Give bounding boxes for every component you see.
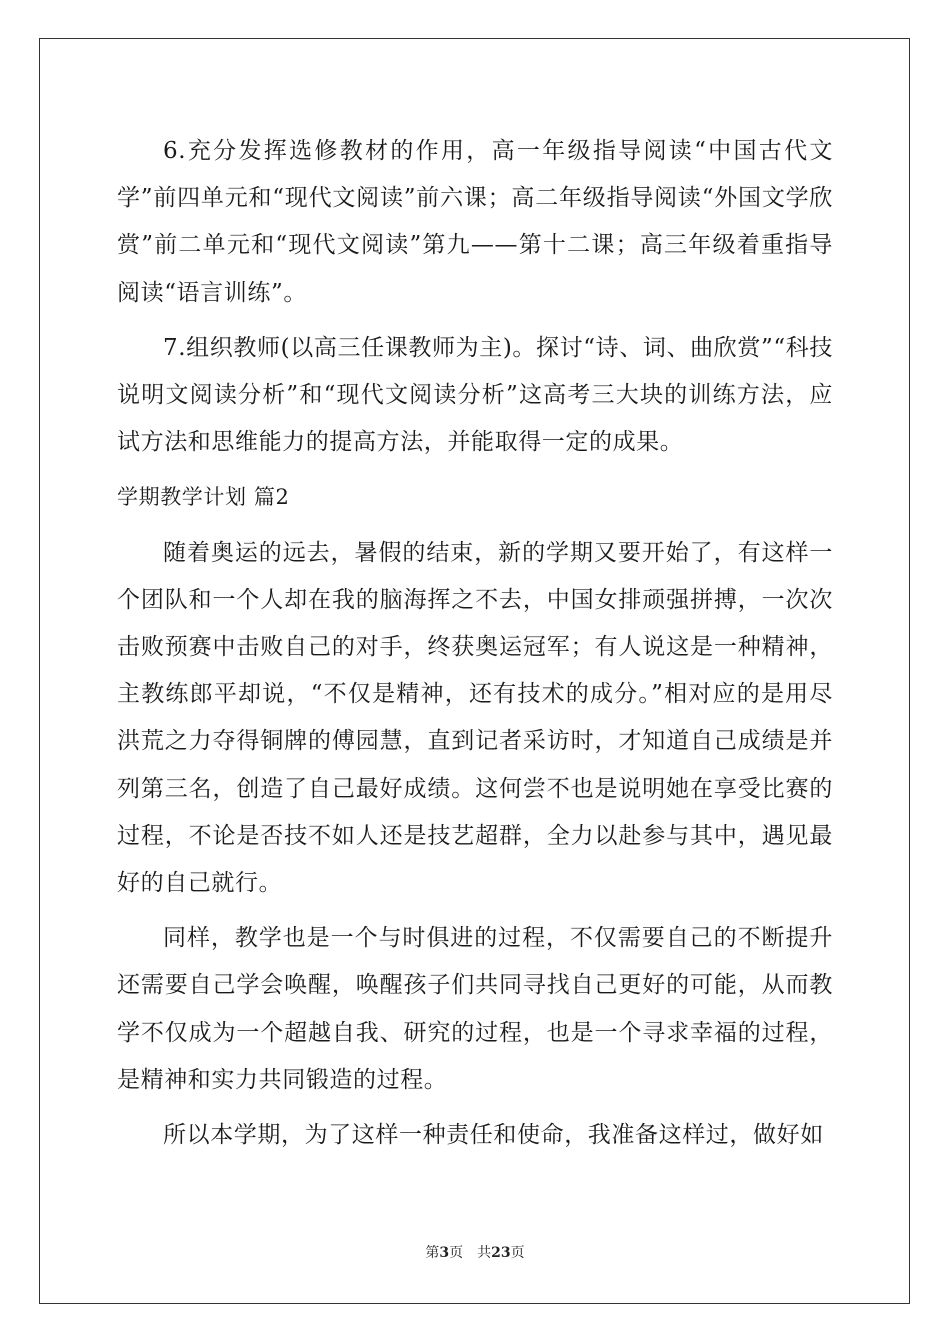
paragraph-item-7: 7.组织教师(以高三任课教师为主)。探讨“诗、词、曲欣赏”“科技说明文阅读分析”和“现代文阅读分析”这高考三大块的训练方法，应试方法和思维能力的提高方法，并能取得一定的成果。 [117, 334, 833, 456]
footer-prefix: 第 [425, 1245, 440, 1261]
page-footer [0, 1242, 950, 1262]
document-body [117, 128, 833, 1167]
section-heading: 学期教学计划 篇2 [117, 485, 290, 510]
footer-page-number: 3 [439, 1245, 450, 1261]
footer-total-pages: 23 [491, 1245, 511, 1261]
footer-mid: 页 共 [449, 1245, 492, 1261]
paragraph-semester: 所以本学期，为了这样一种责任和使命，我准备这样过，做好如 [163, 1122, 824, 1149]
footer-suffix: 页 [510, 1245, 525, 1261]
paragraph-intro: 随着奥运的远去，暑假的结束，新的学期又要开始了，有这样一个团队和一个人却在我的脑海挥之不去，中国女排顽强拼搏，一次次击败预赛中击败自己的对手，终获奥运冠军；有人说这是一种精神，主教练郎平却说，“不仅是精神，还有技术的成分。”相对应的是用尽洪荒之力夺得铜牌的傅园慧，直到记者采访时，才知道自己成绩是并列第三名，创造了自己最好成绩。这何尝不也是说明她在享受比赛的过程，不论是否技不如人还是技艺超群，全力以赴参与其中，遇见最好的自己就行。 [117, 539, 833, 897]
paragraph-teaching: 同样，教学也是一个与时俱进的过程，不仅需要自己的不断提升还需要自己学会唤醒，唤醒孩子们共同寻找自己更好的可能，从而教学不仅成为一个超越自我、研究的过程，也是一个寻求幸福的过程，是精神和实力共同锻造的过程。 [117, 925, 833, 1093]
paragraph-item-6: 6.充分发挥选修教材的作用，高一年级指导阅读“中国古代文学”前四单元和“现代文阅读”前六课；高二年级指导阅读“外国文学欣赏”前二单元和“现代文阅读”第九——第十二课；高三年级着重指导阅读“语言训练”。 [117, 138, 833, 306]
